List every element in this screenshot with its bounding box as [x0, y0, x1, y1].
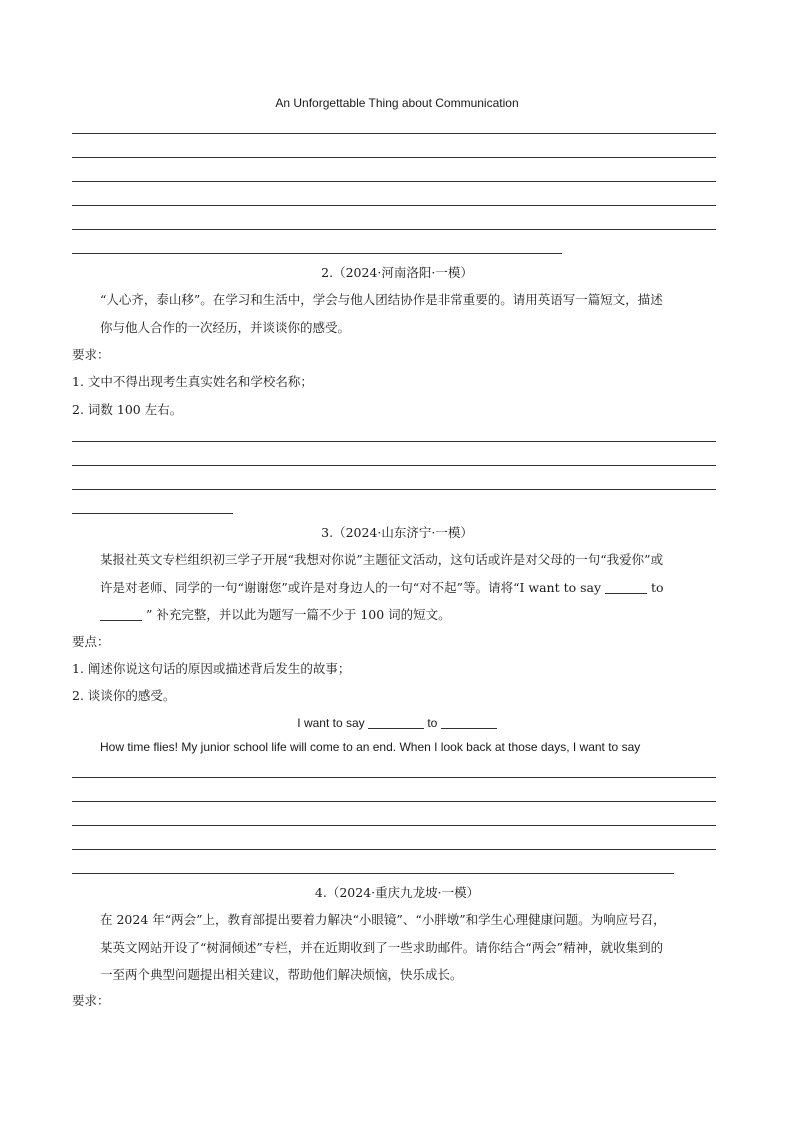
prompt-text: ” 补充完整，并以此为题写一篇不少于 100 词的短文。: [145, 607, 451, 622]
question-2-prompt-line: 你与他人合作的一次经历，并谈谈你的感受。: [100, 320, 351, 335]
requirements-label: 要求：: [72, 993, 110, 1008]
writing-line: [72, 181, 716, 182]
fill-blank: [605, 581, 647, 594]
points-label: 要点：: [72, 634, 110, 649]
writing-line: [72, 825, 716, 826]
writing-line: [72, 205, 716, 206]
question-3-header: 3.（2024·山东济宁·一模）: [321, 525, 473, 540]
title-text: to: [427, 716, 438, 730]
writing-line: [72, 253, 562, 254]
writing-line: [72, 513, 233, 514]
essay-title-fill: [0, 715, 794, 731]
writing-line: [72, 489, 716, 490]
title-text: I want to say: [297, 716, 365, 730]
prompt-text: 许是对老师、同学的一句“谢谢您”或许是对身边人的一句“对不起”等。请将“I want to say: [100, 580, 602, 595]
question-4-prompt-line: 在 2024 年“两会”上，教育部提出要着力解决“小眼镜”、“小胖墩”和学生心理健康问题。为响应号召，: [100, 912, 666, 927]
writing-line: [72, 157, 716, 158]
requirement-item: 1. 文中不得出现考生真实姓名和学校名称；: [72, 374, 313, 389]
question-3-prompt-line: 某报社英文专栏组织初三学子开展“我想对你说”主题征文活动，这句话或许是对父母的一句“我爱你”或: [100, 552, 664, 567]
fill-blank: [100, 608, 142, 621]
writing-line: [72, 465, 716, 466]
question-3-prompt-line: [100, 607, 451, 623]
question-3-prompt-line: [100, 580, 664, 596]
writing-line: [72, 133, 716, 134]
writing-line: [72, 441, 716, 442]
prompt-text: to: [650, 580, 664, 595]
question-2-prompt-line: “人心齐，泰山移”。在学习和生活中，学会与他人团结协作是非常重要的。请用英语写一篇短文，描述: [100, 292, 663, 307]
fill-blank: [368, 716, 424, 729]
requirements-label: 要求：: [72, 347, 110, 362]
question-4-header: 4.（2024·重庆九龙坡·一模）: [314, 885, 480, 900]
question-4-prompt-line: 一至两个典型问题提出相关建议，帮助他们解决烦恼，快乐成长。: [100, 967, 463, 982]
writing-line: [72, 777, 716, 778]
point-item: 2. 谈谈你的感受。: [72, 688, 176, 703]
question-4-prompt-line: 某英文网站开设了“树洞倾述”专栏，并在近期收到了一些求助邮件。请你结合“两会”精神，就收集到的: [100, 940, 664, 955]
writing-line: [72, 849, 716, 850]
essay-title: An Unforgettable Thing about Communication: [275, 96, 519, 110]
point-item: 1. 阐述你说这句话的原因或描述背后发生的故事；: [72, 661, 351, 676]
writing-line: [72, 801, 716, 802]
requirement-item: 2. 词数 100 左右。: [72, 402, 183, 417]
question-2-header: 2.（2024·河南洛阳·一模）: [321, 265, 473, 280]
fill-blank: [441, 716, 497, 729]
essay-opening-sentence: How time flies! My junior school life will come to an end. When I look back at those days, I want to say: [100, 740, 641, 754]
writing-line: [72, 229, 716, 230]
writing-line: [72, 873, 674, 874]
